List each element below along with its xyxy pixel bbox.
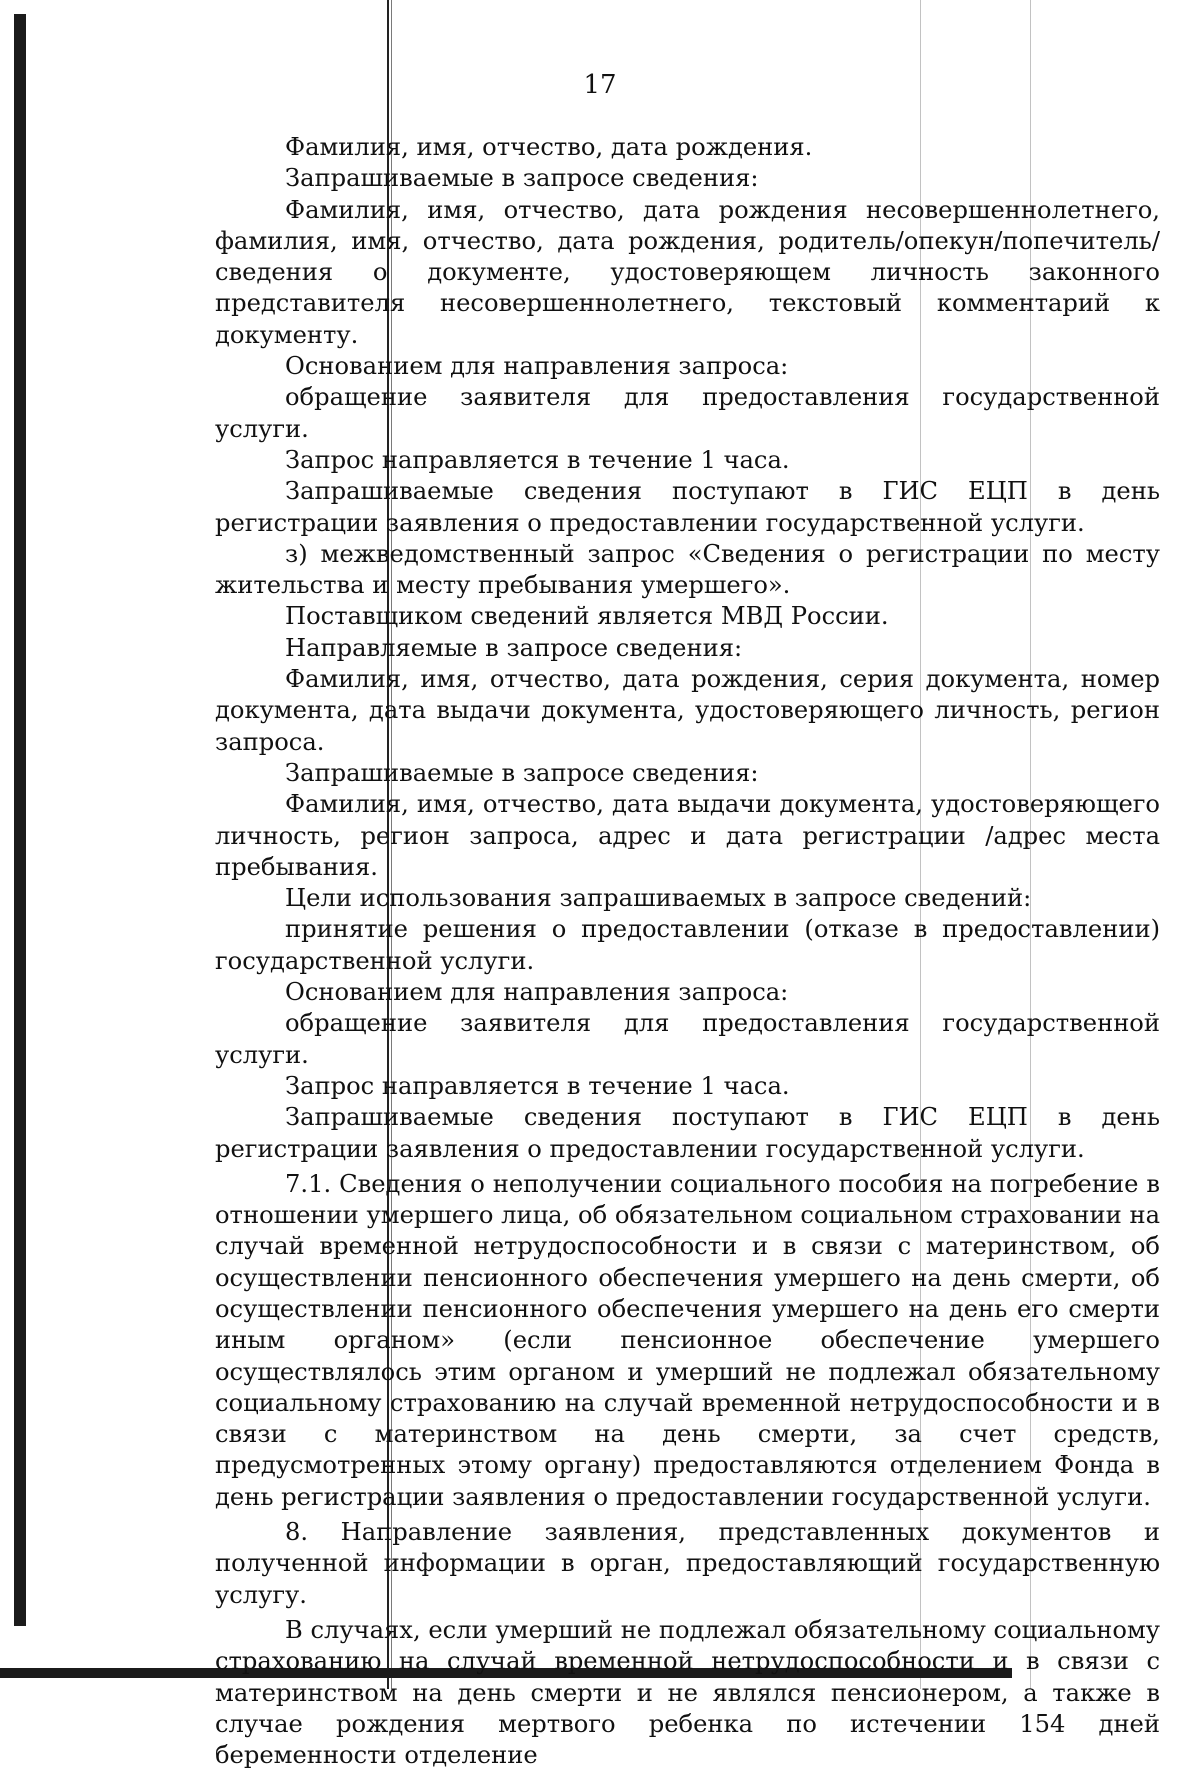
scan-left-edge-bar xyxy=(14,14,26,1626)
paragraph: з) межведомственный запрос «Сведения о регистрации по месту жительства и месту пребывания умершего». xyxy=(215,539,1160,600)
paragraph: Запрос направляется в течение 1 часа. xyxy=(285,1071,790,1100)
paragraph: Запрашиваемые в запросе сведения: xyxy=(285,758,759,787)
paragraph: обращение заявителя для предоставления государственной услуги. xyxy=(215,383,1160,443)
paragraph: 8. Направление заявления, представленных документов и полученной информации в орган, предоставляющий государственную услугу. xyxy=(215,1518,1160,1609)
paragraph: Основанием для направления запроса: xyxy=(285,978,789,1007)
paragraph: Фамилия, имя, отчество, дата рождения. xyxy=(285,133,813,161)
paragraph: Запрашиваемые сведения поступают в ГИС ЕЦП в день регистрации заявления о предоставлении государственной услуги. xyxy=(215,1103,1160,1163)
paragraph: Фамилия, имя, отчество, дата рождения, серия документа, номер документа, дата выдачи документа, удостоверяющего личность, регион запроса. xyxy=(215,665,1160,756)
paragraph: Запрашиваемые сведения поступают в ГИС ЕЦП в день регистрации заявления о предоставлении государственной услуги. xyxy=(215,477,1160,537)
paragraph: Поставщиком сведений является МВД России. xyxy=(285,602,889,631)
paragraph: Направляемые в запросе сведения: xyxy=(285,633,743,662)
paragraph: Основанием для направления запроса: xyxy=(285,352,789,381)
paragraph: обращение заявителя для предоставления государственной услуги. xyxy=(215,1009,1160,1069)
paragraph: Фамилия, имя, отчество, дата выдачи документа, удостоверяющего личность, регион запроса, адрес и дата регистрации /адрес места пребывания. xyxy=(215,790,1160,881)
paragraph: Запрос направляется в течение 1 часа. xyxy=(285,445,790,474)
paragraph: 7.1. Сведения о неполучении социального пособия на погребение в отношении умершего лица, об обязательном социальном страховании на случай временной нетрудоспособности и в связи с материнством, об осуществлении пенсионного обеспечения умершего на день смерти, об осуществлении пенсионного обеспечения умершего на день его смерти иным органом» (если пенсионное обеспечение умершего осуществлялось этим органом и умерший не подлежал обязательному социальному страхованию на случай временной нетрудоспособности и в связи с материнством на день смерти, за счет средств, предусмотренных этому органу) предоставляются отделением Фонда в день регистрации заявления о предоставлении государственной услуги. xyxy=(215,1169,1160,1511)
document-body xyxy=(215,132,1160,1771)
paragraph: Запрашиваемые в запросе сведения: xyxy=(285,164,759,193)
page-number: 17 xyxy=(583,70,617,100)
paragraph: Фамилия, имя, отчество, дата рождения несовершеннолетнего, фамилия, имя, отчество, дата рождения, родитель/опекун/попечитель/ сведения о документе, удостоверяющем личность законного представителя несовершеннолетнего, текстовый комментарий к документу. xyxy=(215,195,1160,349)
paragraph: Цели использования запрашиваемых в запросе сведений: xyxy=(285,884,1032,913)
paragraph: В случаях, если умерший не подлежал обязательному социальному страхованию на случай временной нетрудоспособности и в связи с материнством на день смерти и не являлся пенсионером, а также в случае рождения мертвого ребенка по истечении 154 дней беременности отделение xyxy=(215,1615,1160,1770)
paragraph: принятие решения о предоставлении (отказе в предоставлении) государственной услуги. xyxy=(215,915,1160,975)
